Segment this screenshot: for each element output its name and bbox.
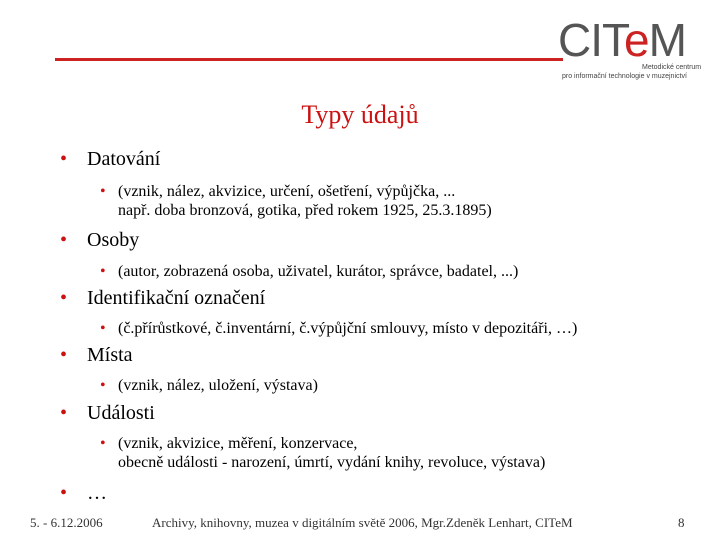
sub-item-datovani-cont: např. doba bronzová, gotika, před rokem 1925, 25.3.1895) bbox=[118, 202, 492, 219]
sub-item-identifikace: • (č.přírůstkové, č.inventární, č.výpůjční smlouvy, místo v depozitáři, …) bbox=[100, 320, 578, 337]
sub-item-udalosti: • (vznik, akvizice, měření, konzervace, bbox=[100, 435, 358, 452]
bullet-icon: • bbox=[100, 183, 106, 200]
bullet-icon: • bbox=[60, 148, 68, 170]
bullet-icon: • bbox=[100, 435, 106, 452]
bullet-icon: • bbox=[100, 320, 106, 337]
bullet-item-identifikace: • Identifikační označení bbox=[60, 287, 266, 309]
sub-item-udalosti-cont: obecně události - narození, úmrtí, vydání knihy, revoluce, výstava) bbox=[118, 454, 546, 471]
bullet-icon: • bbox=[60, 229, 68, 251]
footer-date: 5. - 6.12.2006 bbox=[30, 515, 103, 530]
logo-subtitle-1: Metodické centrum bbox=[642, 64, 702, 71]
slide-title-text: Typy údajů bbox=[301, 100, 419, 129]
bullet-item-ellipsis: • … bbox=[60, 482, 107, 504]
bullet-icon: • bbox=[60, 287, 68, 309]
sub-item-datovani: • (vznik, nález, akvizice, určení, ošetření, výpůjčka, ... bbox=[100, 183, 456, 200]
bullet-icon: • bbox=[100, 377, 106, 394]
bullet-item-osoby: • Osoby bbox=[60, 229, 140, 251]
footer-event: Archivy, knihovny, muzea v digitálním světě 2006, Mgr.Zdeněk Lenhart, CITeM bbox=[152, 515, 573, 530]
citem-logo bbox=[558, 14, 708, 84]
sub-item-mista: • (vznik, nález, uložení, výstava) bbox=[100, 377, 318, 394]
bullet-icon: • bbox=[60, 402, 68, 424]
bullet-icon: • bbox=[60, 344, 68, 366]
bullet-item-mista: • Místa bbox=[60, 344, 133, 366]
bullet-item-datovani: • Datování bbox=[60, 148, 161, 170]
bullet-icon: • bbox=[60, 482, 68, 504]
header-rule bbox=[55, 58, 563, 61]
bullet-item-udalosti: • Události bbox=[60, 402, 155, 424]
slide-number: 8 bbox=[678, 515, 685, 530]
sub-item-osoby: • (autor, zobrazená osoba, uživatel, kurátor, správce, badatel, ...) bbox=[100, 263, 519, 280]
slide-title bbox=[0, 100, 720, 130]
bullet-icon: • bbox=[100, 263, 106, 280]
logo-subtitle-2: pro informační technologie v muzejnictví bbox=[562, 73, 687, 80]
logo-wordmark: CITeM bbox=[558, 14, 686, 66]
